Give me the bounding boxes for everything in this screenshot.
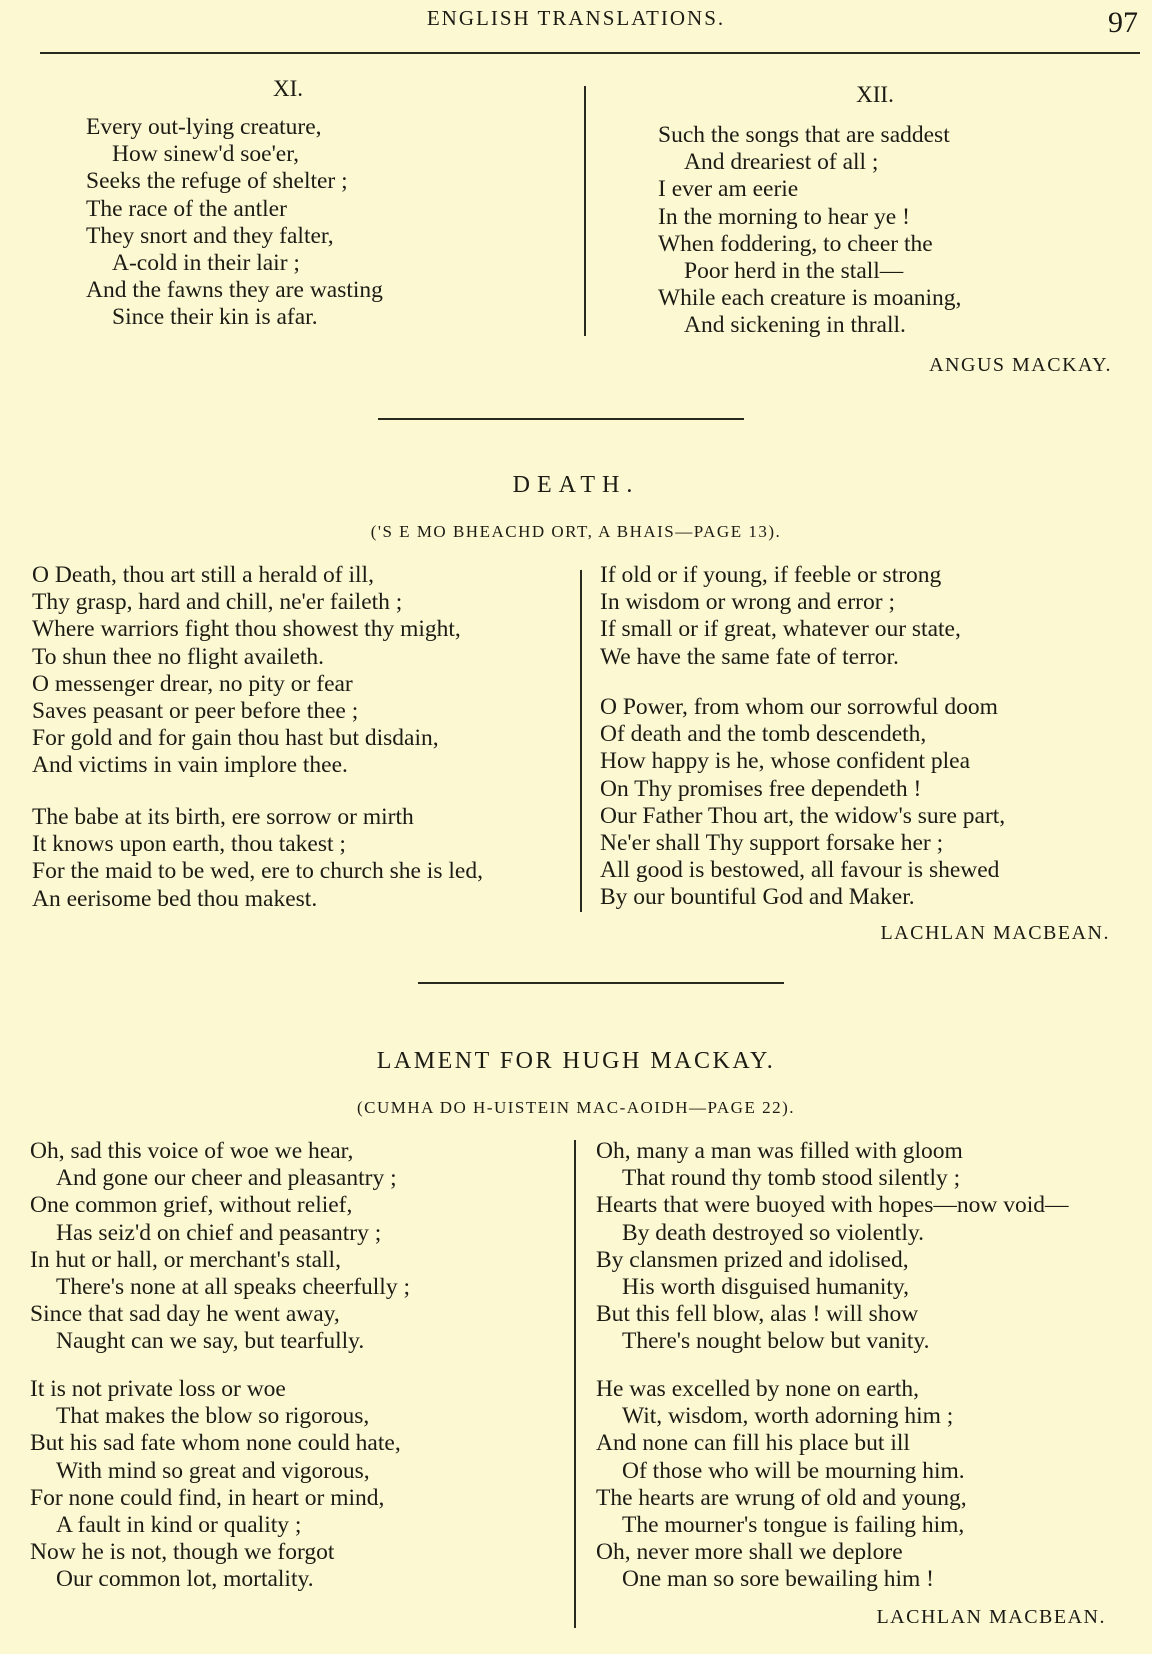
verse-line: A fault in kind or quality ; bbox=[56, 1512, 302, 1539]
verse-line: Seeks the refuge of shelter ; bbox=[86, 168, 348, 195]
verse-line: But his sad fate whom none could hate, bbox=[30, 1430, 401, 1457]
verse-line: O Power, from whom our sorrowful doom bbox=[600, 694, 998, 720]
stanza-death-4 bbox=[600, 694, 1005, 912]
verse-line: Oh, many a man was filled with gloom bbox=[596, 1138, 963, 1164]
verse-line: Has seiz'd on chief and peasantry ; bbox=[56, 1219, 382, 1246]
verse-line: When foddering, to cheer the bbox=[658, 230, 933, 257]
verse-line: Such the songs that are saddest bbox=[658, 122, 950, 148]
verse-line: Every out-lying creature, bbox=[86, 114, 322, 140]
verse-line: By our bountiful God and Maker. bbox=[600, 884, 915, 911]
poem3-title: LAMENT FOR HUGH MACKAY. bbox=[376, 1048, 776, 1074]
column-divider bbox=[580, 570, 582, 912]
verse-line: Naught can we say, but tearfully. bbox=[56, 1328, 365, 1355]
column-divider bbox=[584, 86, 586, 336]
stanza-xi bbox=[86, 114, 383, 332]
verse-line: They snort and they falter, bbox=[86, 222, 334, 249]
verse-line: For none could find, in heart or mind, bbox=[30, 1484, 385, 1511]
verse-line: In wisdom or wrong and error ; bbox=[600, 589, 895, 616]
verse-line: Oh, never more shall we deplore bbox=[596, 1539, 903, 1566]
verse-line: An eerisome bed thou makest. bbox=[32, 885, 318, 912]
verse-line: And sickening in thrall. bbox=[684, 312, 906, 339]
verse-line: For the maid to be wed, ere to church she is led, bbox=[32, 858, 483, 885]
verse-line: Wit, wisdom, worth adorning him ; bbox=[622, 1403, 954, 1430]
verse-line: O messenger drear, no pity or fear bbox=[32, 670, 353, 697]
verse-line: Oh, sad this voice of woe we hear, bbox=[30, 1138, 354, 1164]
verse-line: How happy is he, whose confident plea bbox=[600, 748, 971, 775]
verse-line: By clansmen prized and idolised, bbox=[596, 1246, 909, 1273]
verse-line: But this fell blow, alas ! will show bbox=[596, 1301, 919, 1328]
verse-line: Since their kin is afar. bbox=[112, 304, 318, 331]
poem3-subtitle: (CUMHA DO H-UISTEIN MAC-AOIDH—PAGE 22). bbox=[356, 1098, 795, 1117]
verse-line: The mourner's tongue is failing him, bbox=[622, 1512, 965, 1539]
verse-line: O Death, thou art still a herald of ill, bbox=[32, 562, 374, 588]
verse-line: In the morning to hear ye ! bbox=[658, 203, 910, 230]
verse-line: By death destroyed so violently. bbox=[622, 1219, 924, 1246]
stanza-death-2 bbox=[32, 804, 483, 913]
verse-line: Poor herd in the stall— bbox=[684, 258, 904, 285]
verse-line: Where warriors fight thou showest thy might, bbox=[32, 616, 461, 643]
verse-line: One common grief, without relief, bbox=[30, 1192, 353, 1219]
verse-line: There's nought below but vanity. bbox=[622, 1328, 930, 1355]
poem2-subtitle: ('S E MO BHEACHD ORT, A BHAIS—PAGE 13). bbox=[370, 522, 782, 541]
verse-line: That round thy tomb stood silently ; bbox=[622, 1165, 961, 1192]
verse-line: Of those who will be mourning him. bbox=[622, 1457, 965, 1484]
verse-line: While each creature is moaning, bbox=[658, 285, 962, 312]
verse-line: Saves peasant or peer before thee ; bbox=[32, 698, 359, 725]
verse-line: Our common lot, mortality. bbox=[56, 1566, 314, 1593]
section-rule bbox=[378, 418, 744, 420]
verse-line: There's none at all speaks cheerfully ; bbox=[56, 1274, 410, 1301]
verse-line: Our Father Thou art, the widow's sure part, bbox=[600, 802, 1006, 829]
verse-line: For gold and for gain thou hast but disdain, bbox=[32, 725, 439, 752]
verse-line: How sinew'd soe'er, bbox=[112, 141, 300, 168]
verse-line: In hut or hall, or merchant's stall, bbox=[30, 1246, 341, 1273]
verse-line: Now he is not, though we forgot bbox=[30, 1539, 335, 1566]
poem1-author: ANGUS MACKAY. bbox=[929, 354, 1112, 376]
verse-line: And gone our cheer and pleasantry ; bbox=[56, 1165, 397, 1192]
stanza-death-3 bbox=[600, 562, 961, 671]
stanza-death-1 bbox=[32, 562, 461, 780]
page-number: 97 bbox=[1108, 6, 1138, 39]
poem2-title: DEATH. bbox=[512, 472, 640, 498]
column-divider bbox=[574, 1140, 576, 1628]
verse-line: And dreariest of all ; bbox=[684, 149, 879, 176]
verse-line: And victims in vain implore thee. bbox=[32, 752, 348, 779]
header-rule bbox=[40, 52, 1140, 54]
verse-line: His worth disguised humanity, bbox=[622, 1274, 909, 1301]
running-title: ENGLISH TRANSLATIONS. bbox=[426, 6, 726, 30]
verse-line: We have the same fate of terror. bbox=[600, 643, 899, 670]
verse-line: The race of the antler bbox=[86, 195, 287, 222]
poem3-author: LACHLAN MACBEAN. bbox=[876, 1606, 1106, 1628]
verse-line: It knows upon earth, thou takest ; bbox=[32, 831, 346, 858]
poem2-author: LACHLAN MACBEAN. bbox=[880, 922, 1110, 944]
section-numeral-xii: XII. bbox=[856, 82, 894, 107]
verse-line: Of death and the tomb descendeth, bbox=[600, 721, 927, 748]
verse-line: The hearts are wrung of old and young, bbox=[596, 1484, 967, 1511]
verse-line: All good is bestowed, all favour is shewed bbox=[600, 857, 1000, 884]
stanza-lament-2 bbox=[30, 1376, 401, 1594]
verse-line: On Thy promises free dependeth ! bbox=[600, 775, 922, 802]
verse-line: Thy grasp, hard and chill, ne'er faileth ; bbox=[32, 589, 403, 616]
verse-line: He was excelled by none on earth, bbox=[596, 1376, 919, 1402]
verse-line: And none can fill his place but ill bbox=[596, 1430, 910, 1457]
verse-line: With mind so great and vigorous, bbox=[56, 1457, 370, 1484]
section-rule bbox=[418, 982, 784, 984]
stanza-lament-1 bbox=[30, 1138, 410, 1356]
stanza-lament-3 bbox=[596, 1138, 1069, 1356]
verse-line: If small or if great, whatever our state, bbox=[600, 616, 961, 643]
verse-line: Ne'er shall Thy support forsake her ; bbox=[600, 830, 944, 857]
section-numeral-xi: XI. bbox=[272, 76, 304, 101]
stanza-xii bbox=[658, 122, 961, 340]
verse-line: It is not private loss or woe bbox=[30, 1376, 286, 1402]
verse-line: And the fawns they are wasting bbox=[86, 277, 383, 304]
verse-line: If old or if young, if feeble or strong bbox=[600, 562, 942, 588]
verse-line: Since that sad day he went away, bbox=[30, 1301, 340, 1328]
verse-line: A-cold in their lair ; bbox=[112, 250, 300, 277]
verse-line: I ever am eerie bbox=[658, 176, 799, 203]
verse-line: One man so sore bewailing him ! bbox=[622, 1566, 934, 1593]
verse-line: That makes the blow so rigorous, bbox=[56, 1403, 370, 1430]
verse-line: To shun thee no flight availeth. bbox=[32, 643, 325, 670]
verse-line: The babe at its birth, ere sorrow or mirth bbox=[32, 804, 414, 830]
stanza-lament-4 bbox=[596, 1376, 967, 1594]
verse-line: Hearts that were buoyed with hopes—now void— bbox=[596, 1192, 1069, 1219]
